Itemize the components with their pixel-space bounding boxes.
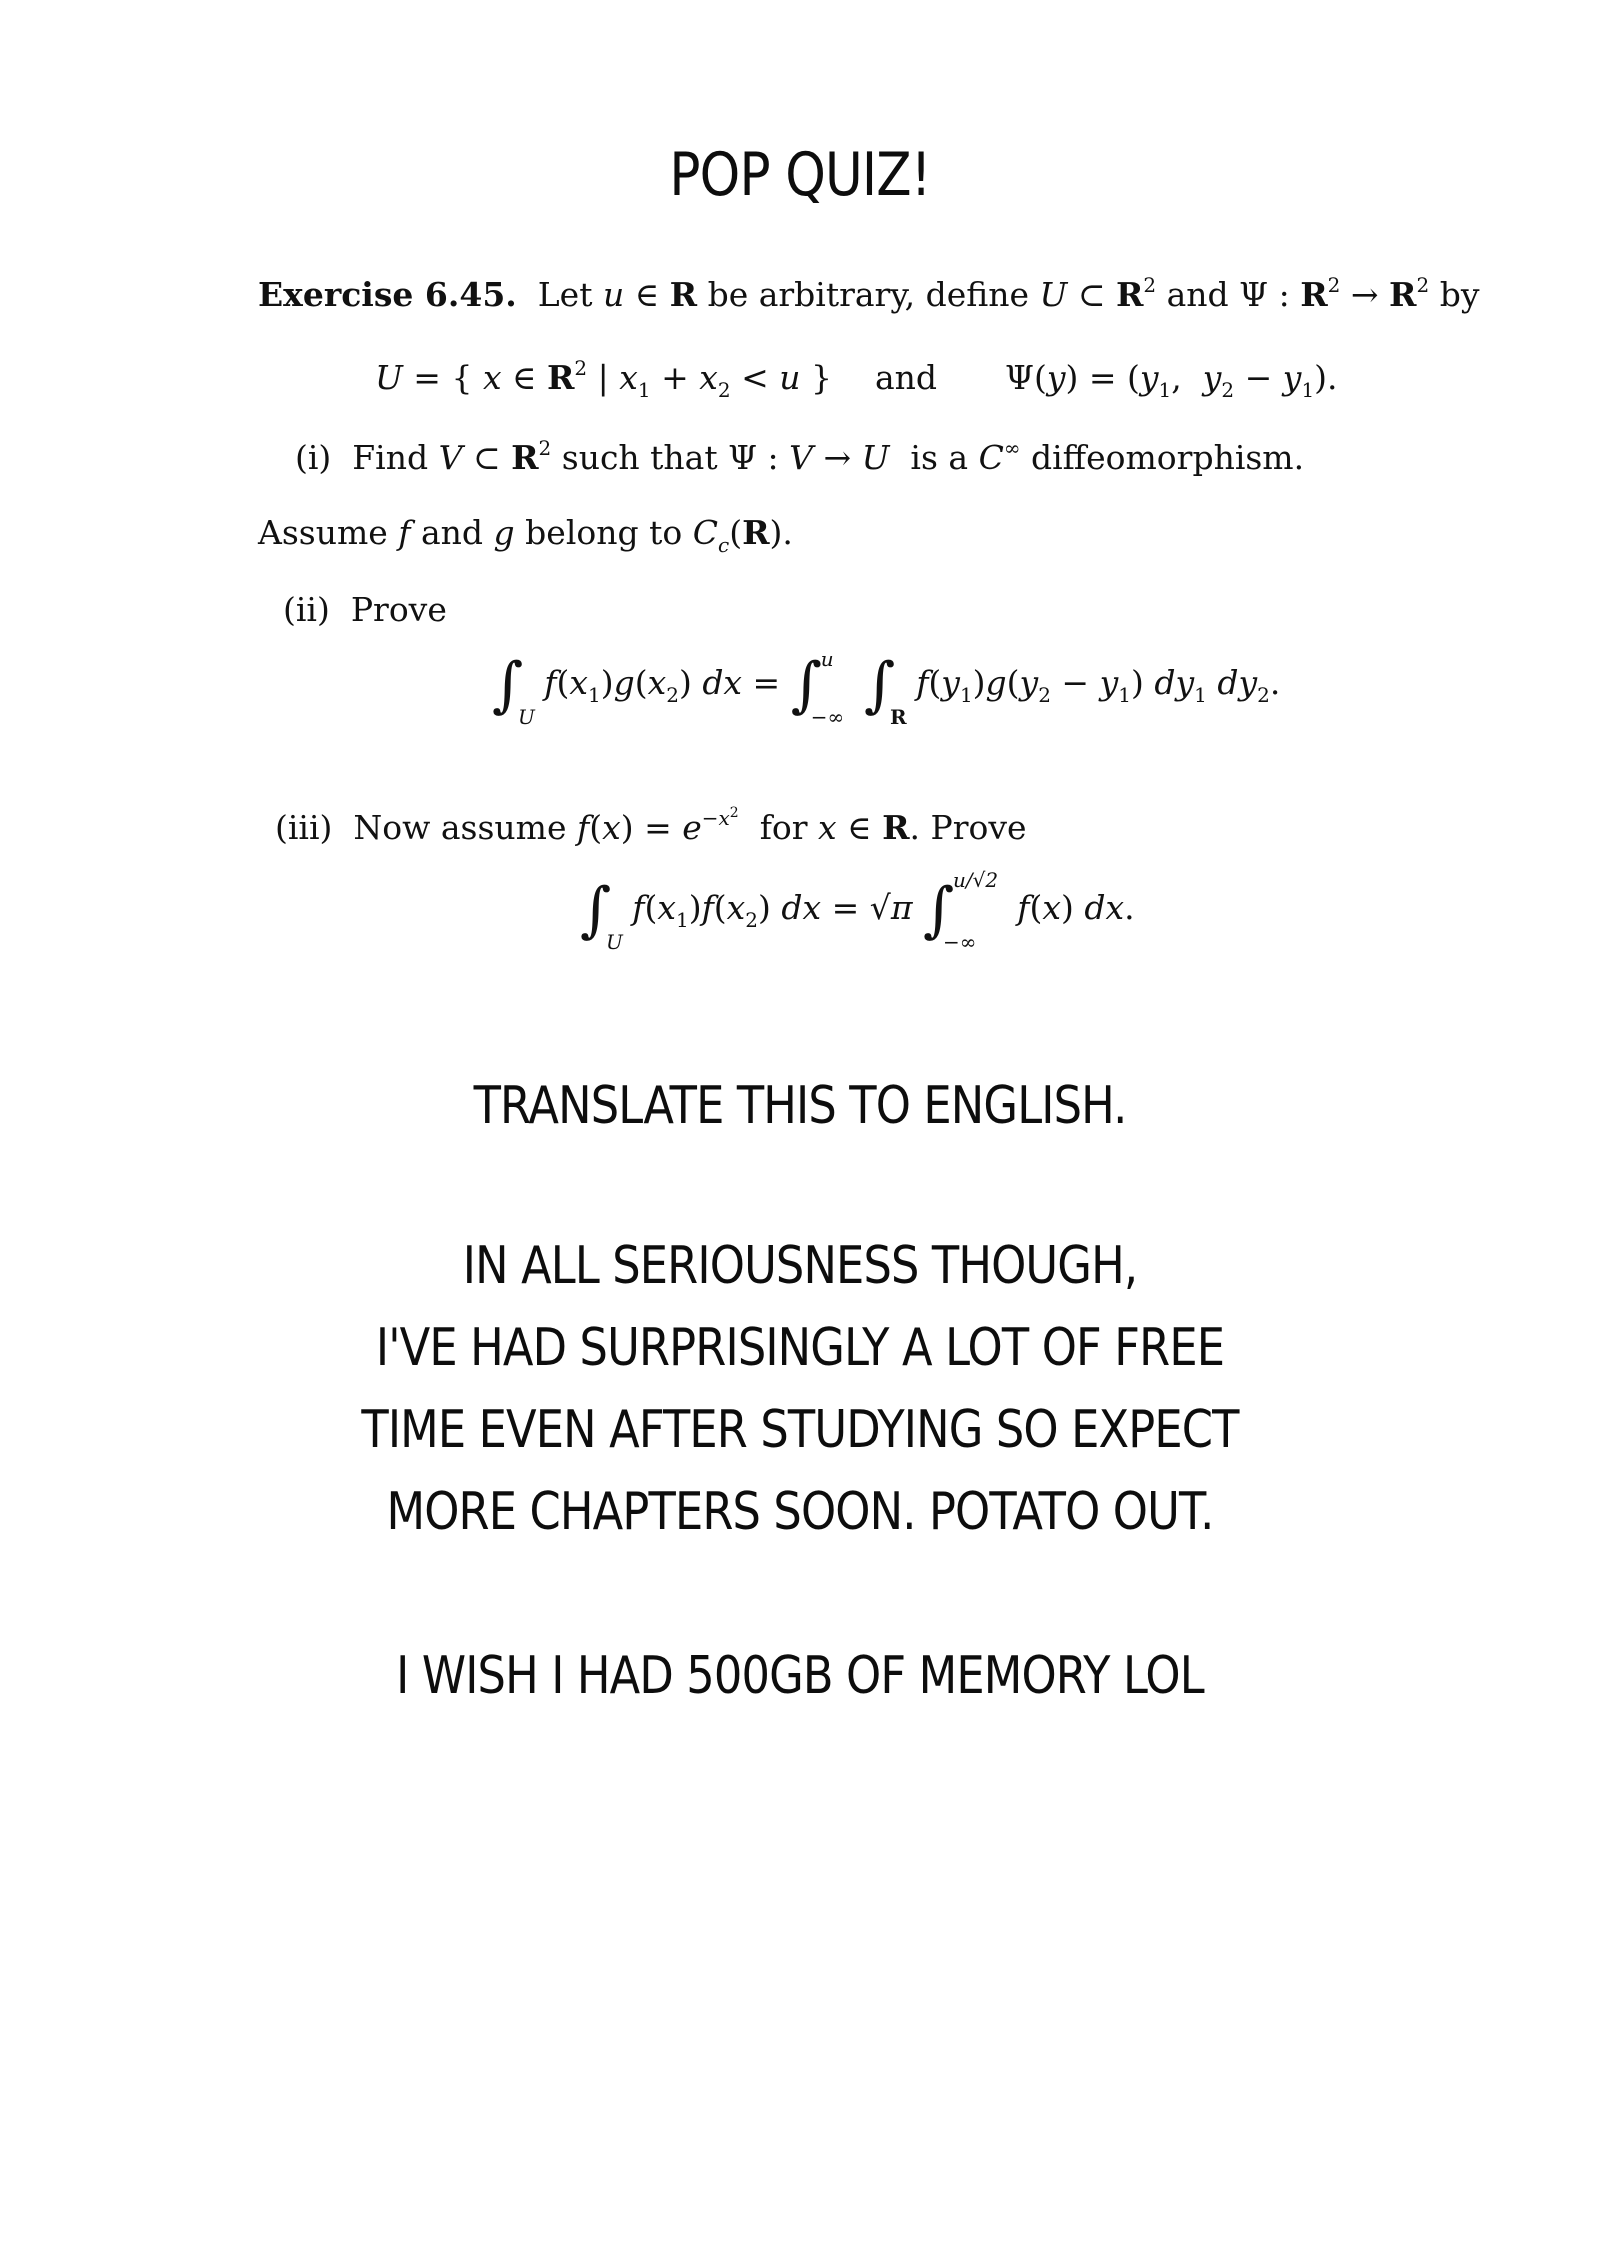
part-iii-equation: ∫ U $f(x_1)f(x_2)$ dx = √π ∫ u/√2 −∞ f(x) dx. [580,868,1135,954]
message-line: TIME EVEN AFTER STUDYING SO EXPECT [361,1400,1239,1460]
seriousness-message [112,1225,1488,1553]
message-line: I'VE HAD SURPRISINGLY A LOT OF FREE [375,1318,1225,1378]
translate-message: TRANSLATE THIS TO ENGLISH. [473,1076,1127,1136]
part-ii-label: (ii) Prove [283,590,447,629]
message-line: IN ALL SERIOUSNESS THOUGH, [462,1236,1138,1296]
part-i: (i) Find V ⊂ $R^2$ such that Ψ : V → U is a C∞ diffeomorphism. [295,436,1305,477]
part-iii: (iii) Now assume $f(x) = e^{-x^2}$ for x ∈ R. Prove [275,805,1027,847]
wish-message: I WISH I HAD 500GB OF MEMORY LOL [396,1646,1204,1706]
exercise-intro: Exercise 6.45. Let u ∈ R be arbitrary, define U ⊂ $R^2$ and Ψ : $R^2 \to R^2$ by [258,273,1480,314]
page-title: POP QUIZ! [669,140,931,210]
set-definition: U = { x ∈ $R^2$ | $x_1 + x_2 < u$ } and $\Psi(y) = (y_1$, $y_2 - y_1$). [375,356,1338,402]
assumption: Assume f and g belong to $C_c(R)$. [258,513,793,557]
message-line: MORE CHAPTERS SOON. POTATO OUT. [386,1482,1214,1542]
part-ii-equation: ∫ U $f(x_1)g(x_2)$ dx = ∫ u −∞ ∫ R $f(y_1)g(y_2 - y_1)$ $dy_1$ $dy_2$. [492,647,1281,729]
